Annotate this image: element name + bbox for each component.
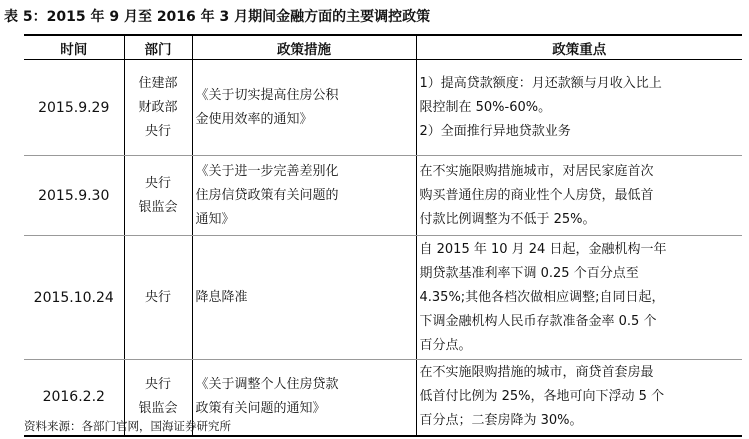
policy-line: 住房信贷政策有关问题的 <box>195 187 339 203</box>
header-dept: 部门 <box>124 35 192 60</box>
dept-line: 银监会 <box>138 401 178 417</box>
cell-time: 2015.9.30 <box>24 156 124 236</box>
table-row <box>24 156 742 236</box>
cell-policy <box>192 60 416 156</box>
dept-line: 央行 <box>144 289 171 305</box>
table-header-row <box>24 35 742 60</box>
policy-line: 《关于调整个人住房贷款 <box>195 377 339 393</box>
policy-line: 《关于进一步完善差别化 <box>195 163 339 179</box>
focus-line: 百分点；二套房降为 30%。 <box>419 413 583 429</box>
focus-line: 百分点。 <box>419 337 472 353</box>
cell-focus <box>416 236 742 360</box>
focus-line: 在不实施限购措施城市，对居民家庭首次 <box>419 163 654 179</box>
policy-line: 政策有关问题的通知》 <box>195 401 326 417</box>
focus-line: 下调金融机构人民币存款准备金率 0.5 个 <box>419 313 657 329</box>
source-note: 资料来源：各部门官网，国海证券研究所 <box>24 419 231 433</box>
dept-line: 央行 <box>144 123 171 139</box>
cell-focus <box>416 60 742 156</box>
cell-dept <box>124 156 192 236</box>
focus-line: 期贷款基准利率下调 0.25 个百分点至 <box>419 265 639 281</box>
table-row <box>24 60 742 156</box>
dept-line: 住建部 <box>138 75 178 91</box>
header-policy: 政策措施 <box>192 35 416 60</box>
cell-time: 2015.9.29 <box>24 60 124 156</box>
header-focus: 政策重点 <box>416 35 742 60</box>
focus-line: 1）提高贷款额度：月还款额与月收入比上 <box>419 75 662 91</box>
policy-line: 金使用效率的通知》 <box>195 111 313 127</box>
focus-line: 限控制在 50%-60%。 <box>419 99 552 115</box>
cell-focus <box>416 360 742 436</box>
focus-line: 自 2015 年 10 月 24 日起，金融机构一年 <box>419 241 667 257</box>
policy-line: 降息降准 <box>195 289 248 305</box>
dept-line: 央行 <box>144 377 171 393</box>
cell-dept <box>124 236 192 360</box>
table-title: 表 5：2015 年 9 月至 2016 年 3 月期间金融方面的主要调控政策 <box>4 9 431 25</box>
cell-policy <box>192 236 416 360</box>
header-time: 时间 <box>24 35 124 60</box>
policy-line: 《关于切实提高住房公积 <box>195 87 339 103</box>
policy-line: 通知》 <box>195 211 235 227</box>
focus-line: 2）全面推行异地贷款业务 <box>419 123 571 139</box>
cell-time: 2015.10.24 <box>24 236 124 360</box>
dept-line: 财政部 <box>138 99 178 115</box>
cell-focus <box>416 156 742 236</box>
cell-time: 2016.2.2 <box>24 360 124 436</box>
focus-line: 低首付比例为 25%，各地可向下浮动 5 个 <box>419 389 665 405</box>
dept-line: 银监会 <box>138 199 178 215</box>
focus-line: 付款比例调整为不低于 25%。 <box>419 211 596 227</box>
cell-dept <box>124 60 192 156</box>
focus-line: 在不实施限购措施的城市，商贷首套房最 <box>419 365 654 381</box>
cell-policy <box>192 156 416 236</box>
focus-line: 购买普通住房的商业性个人房贷，最低首 <box>419 187 654 203</box>
table-row <box>24 236 742 360</box>
focus-line: 4.35%;其他各档次做相应调整;自同日起， <box>419 289 665 305</box>
dept-line: 央行 <box>144 175 171 191</box>
policy-table <box>24 34 742 437</box>
